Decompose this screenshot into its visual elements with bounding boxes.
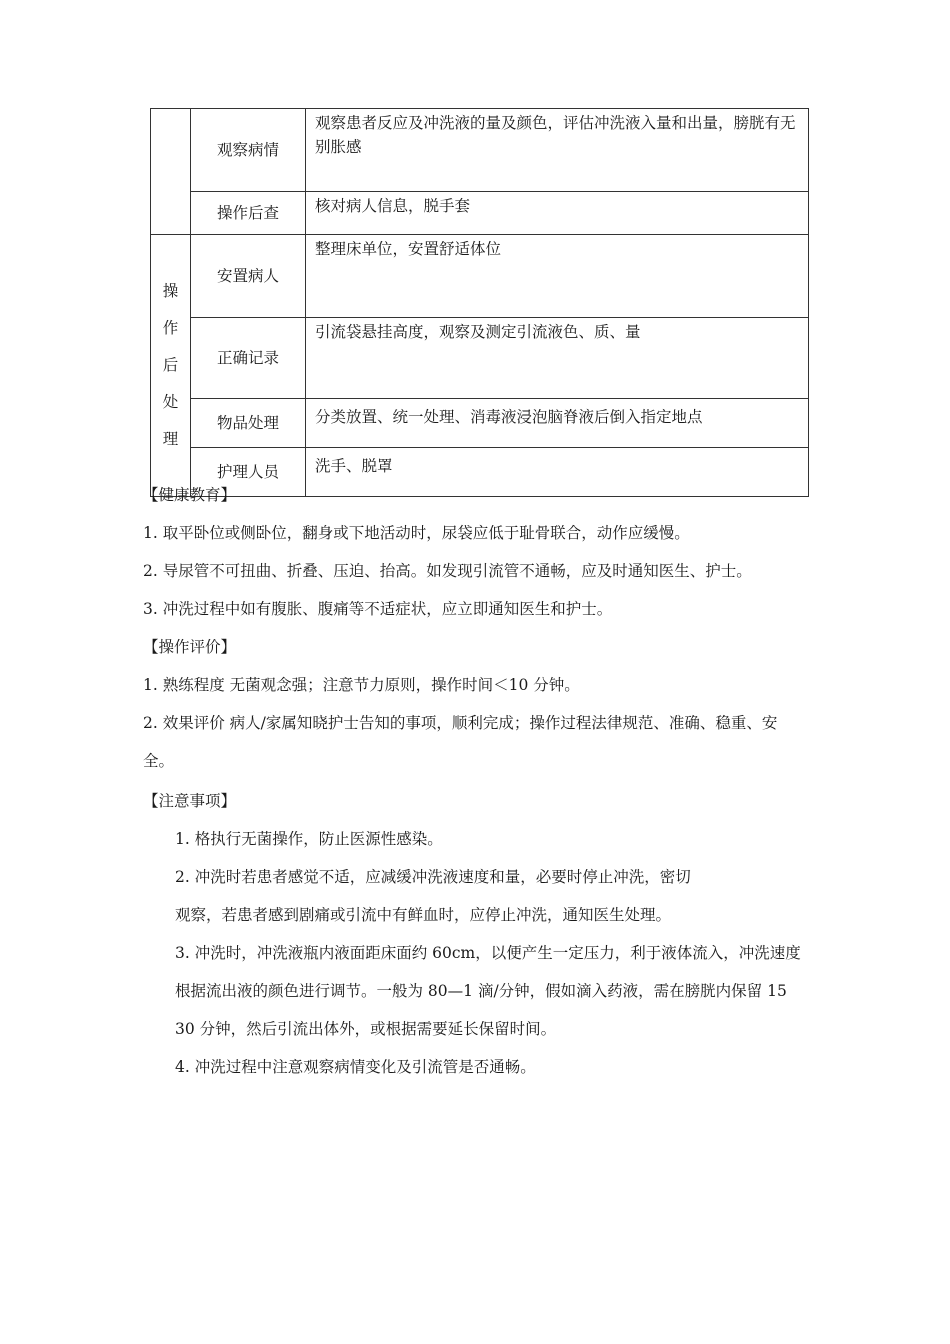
list-item: 2. 冲洗时若患者感觉不适，应减缓冲洗液速度和量，必要时停止冲洗，密切 bbox=[175, 868, 691, 886]
category-cell-empty bbox=[151, 109, 191, 235]
table-row bbox=[151, 399, 809, 448]
evaluation-section bbox=[143, 628, 823, 780]
category-char: 处 bbox=[162, 393, 179, 411]
health-education-section bbox=[143, 476, 823, 628]
table-row bbox=[151, 192, 809, 235]
procedure-table bbox=[150, 108, 809, 497]
list-item: 1. 取平卧位或侧卧位，翻身或下地活动时，尿袋应低于耻骨联合，动作应缓慢。 bbox=[143, 524, 690, 542]
section-heading: 【操作评价】 bbox=[143, 638, 237, 656]
table-row bbox=[151, 318, 809, 399]
category-char: 理 bbox=[162, 430, 179, 448]
desc-cell: 整理床单位，安置舒适体位 bbox=[306, 235, 809, 318]
step-cell: 护理人员 bbox=[191, 448, 306, 497]
desc-cell: 分类放置、统一处理、消毒液浸泡脑脊液后倒入指定地点 bbox=[306, 399, 809, 448]
list-item: 2. 导尿管不可扭曲、折叠、压迫、抬高。如发现引流管不通畅，应及时通知医生、护士。 bbox=[143, 562, 752, 580]
list-item: 1. 熟练程度 无菌观念强；注意节力原则，操作时间＜10 分钟。 bbox=[143, 676, 580, 694]
list-item: 3. 冲洗时，冲洗液瓶内液面距床面约 60cm，以便产生一定压力，利于液体流入，冲洗速度根据流出液的颜色进行调节。一般为 80—1 滴/分钟，假如滴入药液，需在膀胱内保留 15 30 分钟，然后引流出体外，或根据需要延长保留时间。 bbox=[175, 944, 801, 1038]
section-heading: 【注意事项】 bbox=[143, 792, 237, 810]
step-cell: 操作后查 bbox=[191, 192, 306, 235]
precautions-section bbox=[143, 782, 823, 1086]
list-item: 观察，若患者感到剧痛或引流中有鲜血时，应停止冲洗，通知医生处理。 bbox=[175, 906, 672, 924]
section-heading: 【健康教育】 bbox=[143, 486, 237, 504]
desc-cell: 引流袋悬挂高度，观察及测定引流液色、质、量 bbox=[306, 318, 809, 399]
category-char: 作 bbox=[162, 319, 179, 337]
table-row bbox=[151, 109, 809, 192]
step-cell: 观察病情 bbox=[191, 109, 306, 192]
step-cell: 正确记录 bbox=[191, 318, 306, 399]
list-item: 4. 冲洗过程中注意观察病情变化及引流管是否通畅。 bbox=[175, 1058, 536, 1076]
list-item: 2. 效果评价 病人/家属知晓护士告知的事项，顺利完成；操作过程法律规范、准确、稳重、安全。 bbox=[143, 714, 778, 770]
category-cell bbox=[151, 235, 191, 497]
desc-cell: 洗手、脱罩 bbox=[306, 448, 809, 497]
step-cell: 物品处理 bbox=[191, 399, 306, 448]
category-label bbox=[163, 273, 179, 458]
step-cell: 安置病人 bbox=[191, 235, 306, 318]
desc-cell: 核对病人信息，脱手套 bbox=[306, 192, 809, 235]
list-item: 1. 格执行无菌操作，防止医源性感染。 bbox=[175, 830, 443, 848]
list-item: 3. 冲洗过程中如有腹胀、腹痛等不适症状，应立即通知医生和护士。 bbox=[143, 600, 613, 618]
desc-cell: 观察患者反应及冲洗液的量及颜色，评估冲洗液入量和出量，膀胱有无别胀感 bbox=[306, 109, 809, 192]
category-char: 操 bbox=[162, 282, 179, 300]
table-row bbox=[151, 235, 809, 318]
category-char: 后 bbox=[162, 356, 179, 374]
